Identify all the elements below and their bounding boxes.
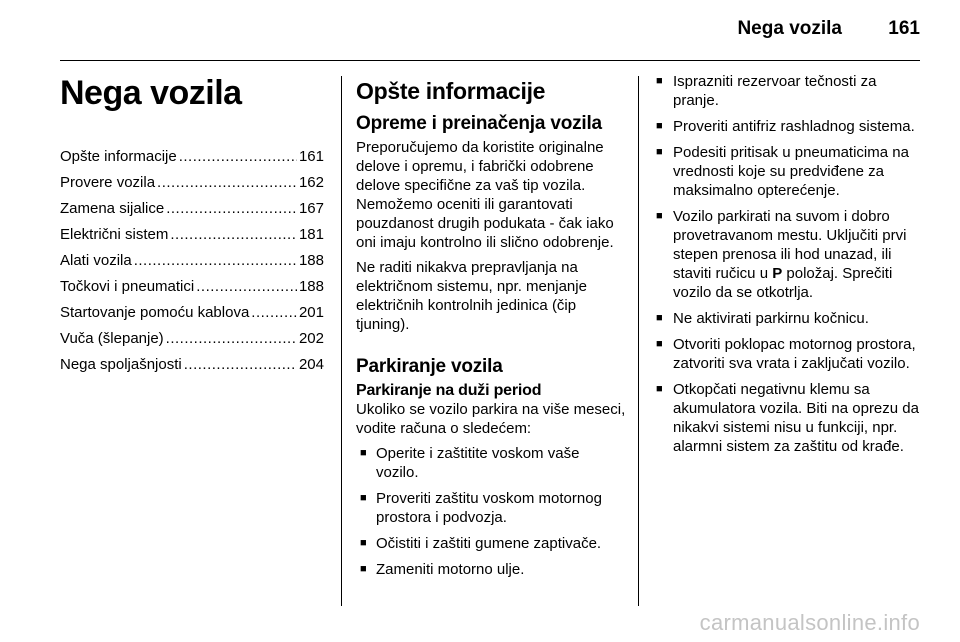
toc-leader-dots — [184, 355, 297, 374]
column-divider — [341, 76, 342, 606]
toc-entry-page: 201 — [298, 304, 324, 321]
toc-entry-label: Startovanje pomoću kablova — [60, 304, 250, 321]
toc-leader-dots — [196, 277, 297, 296]
toc-entry[interactable] — [60, 251, 324, 270]
page-number: 161 — [888, 18, 920, 39]
list-item: ■ Proveriti antifriz rashladnog sistema. — [654, 117, 924, 136]
toc-leader-dots — [251, 303, 297, 322]
watermark: carmanualsonline.info — [699, 610, 920, 635]
subsubsection-title: Parkiranje na duži period — [356, 382, 542, 399]
toc-leader-dots — [170, 225, 297, 244]
toc-entry[interactable] — [60, 277, 324, 296]
toc-entry[interactable] — [60, 225, 324, 244]
list-item: ■ Otvoriti poklopac motornog prostora, zatvoriti sva vrata i zaključati vozilo. — [654, 335, 924, 373]
toc-entry-page: 188 — [298, 278, 324, 295]
toc-entry-page: 204 — [298, 356, 324, 373]
toc-entry[interactable] — [60, 303, 324, 322]
table-of-contents — [60, 147, 324, 374]
list-item: ■ Proveriti zaštitu voskom motornog prostora i podvozja. — [356, 489, 626, 527]
list-item-text: Vozilo parkirati na suvom i dobro provetravanom mestu. Uključiti prvi stepen prenosa ili hod unazad, ili staviti ručicu u — [673, 208, 907, 282]
general-info-column — [356, 72, 626, 586]
column-divider — [638, 76, 639, 606]
list-item: ■ Isprazniti rezervoar tečnosti za pranje. — [654, 72, 924, 110]
paragraph: Ukoliko se vozilo parkira na više meseci, vodite računa o sledećem: — [356, 401, 626, 437]
toc-entry-label: Zamena sijalice — [60, 200, 165, 217]
toc-leader-dots — [134, 251, 297, 270]
toc-entry-page: 202 — [298, 330, 324, 347]
running-header-title: Nega vozila — [737, 18, 842, 39]
toc-entry[interactable] — [60, 199, 324, 218]
toc-entry[interactable] — [60, 173, 324, 192]
toc-entry-label: Alati vozila — [60, 252, 132, 269]
toc-entry[interactable] — [60, 355, 324, 374]
list-item: ■ Ne aktivirati parkirnu kočnicu. — [654, 309, 924, 328]
subsection-title: Opreme i preinačenja vozila — [356, 113, 602, 134]
toc-entry-page: 188 — [298, 252, 324, 269]
toc-entry-page: 162 — [298, 174, 324, 191]
list-item: ■ Otkopčati negativnu klemu sa akumulatora vozila. Biti na oprezu da nikakvi sistemi nisu u funkciji, npr. alarmni sistem za zaštitu od krađe. — [654, 380, 924, 456]
toc-leader-dots — [179, 147, 297, 166]
paragraph: Preporučujemo da koristite originalne delove i opremu, i fabrički odobrene delove specifične za vaš tip vozila. Nemožemo oceniti ili garantovati pouzdanost drugih podukata - čak iako oni imaju kontrolno ili slično odobrenje. — [356, 139, 614, 251]
contents-column — [60, 72, 324, 381]
toc-entry-label: Električni sistem — [60, 226, 169, 243]
toc-entry-label: Točkovi i pneumatici — [60, 278, 195, 295]
toc-entry-page: 161 — [298, 148, 324, 165]
list-item: ■ Operite i zaštitite voskom vaše vozilo. — [356, 444, 626, 482]
gear-position-p: P — [772, 265, 783, 282]
toc-entry[interactable] — [60, 147, 324, 166]
toc-entry-label: Vuča (šlepanje) — [60, 330, 164, 347]
toc-leader-dots — [166, 199, 297, 218]
paragraph: Ne raditi nikakva prepravljanja na električnom sistemu, npr. menjanje električnih kontrolnih jedinica (čip tjuning). — [356, 259, 587, 333]
toc-leader-dots — [157, 173, 297, 192]
toc-leader-dots — [166, 329, 297, 348]
toc-entry-label: Nega spoljašnjosti — [60, 356, 182, 373]
list-item: ■ Podesiti pritisak u pneumaticima na vrednosti koje su predviđene za maksimalno opterećenje. — [654, 143, 924, 200]
list-item: ■ Zameniti motorno ulje. — [356, 560, 626, 579]
list-item — [654, 207, 924, 302]
toc-entry-label: Opšte informacije — [60, 148, 177, 165]
toc-entry-label: Provere vozila — [60, 174, 156, 191]
toc-entry[interactable] — [60, 329, 324, 348]
list-item-text: položaj. Sprečiti vozilo da se otkotrlja. — [673, 265, 893, 301]
section-title: Opšte informacije — [356, 78, 546, 104]
chapter-title: Nega vozila — [60, 74, 242, 112]
header-rule — [60, 60, 920, 61]
toc-entry-page: 167 — [298, 200, 324, 217]
toc-entry-page: 181 — [298, 226, 324, 243]
bullet-list — [356, 444, 626, 579]
list-item: ■ Očistiti i zaštiti gumene zaptivače. — [356, 534, 626, 553]
bullet-list — [654, 72, 924, 456]
subsection-title: Parkiranje vozila — [356, 356, 503, 377]
checklist-column — [654, 72, 924, 463]
